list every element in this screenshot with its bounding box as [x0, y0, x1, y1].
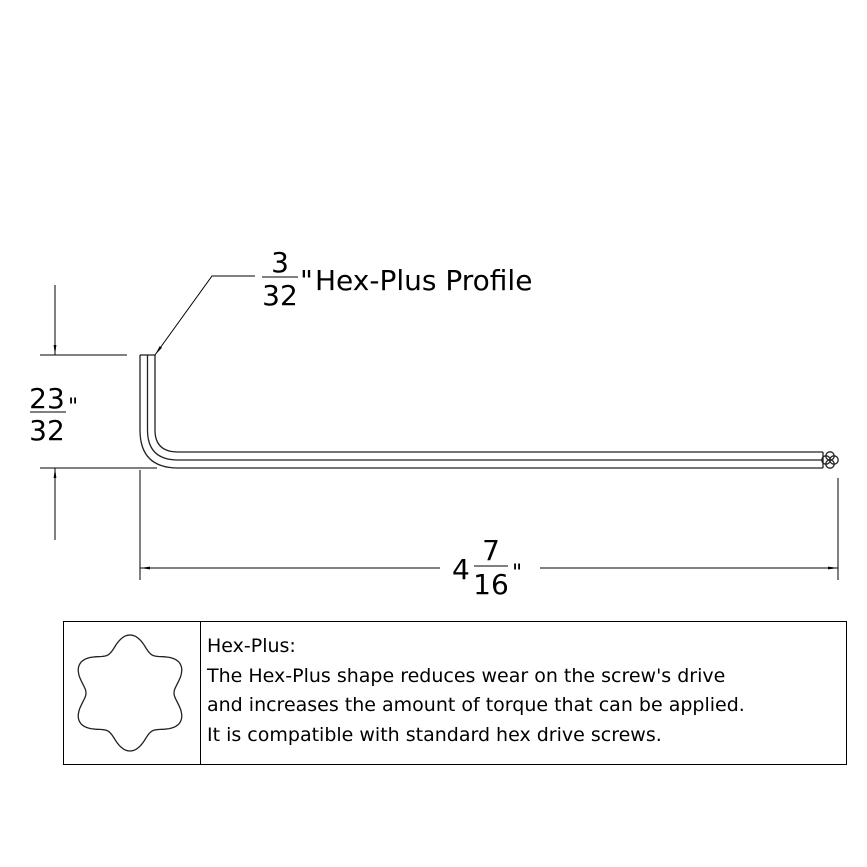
info-line: It is compatible with standard hex drive screws. [207, 723, 662, 746]
profile-numerator: 3 [271, 246, 289, 279]
profile-denominator: 32 [262, 279, 298, 312]
length-whole: 4 [452, 553, 470, 586]
height-denominator: 32 [29, 414, 65, 447]
info-title: Hex-Plus: [207, 635, 296, 657]
length-denominator: 16 [473, 568, 509, 601]
info-line: and increases the amount of torque that can be applied. [207, 694, 745, 716]
height-inch-mark: " [68, 395, 79, 420]
profile-callout [155, 246, 532, 355]
length-numerator: 7 [482, 534, 500, 567]
info-description [207, 632, 745, 750]
profile-inch-mark: " [300, 264, 313, 297]
height-dimension [29, 285, 157, 540]
hex-key-part [140, 355, 838, 468]
info-line: The Hex-Plus shape reduces wear on the screw's drive [207, 664, 726, 687]
profile-label: Hex-Plus Profile [315, 264, 533, 297]
length-inch-mark: " [512, 561, 523, 586]
hex-plus-profile-icon [78, 635, 182, 751]
height-numerator: 23 [29, 382, 65, 415]
length-dimension [140, 470, 838, 601]
ball-end [822, 452, 838, 468]
